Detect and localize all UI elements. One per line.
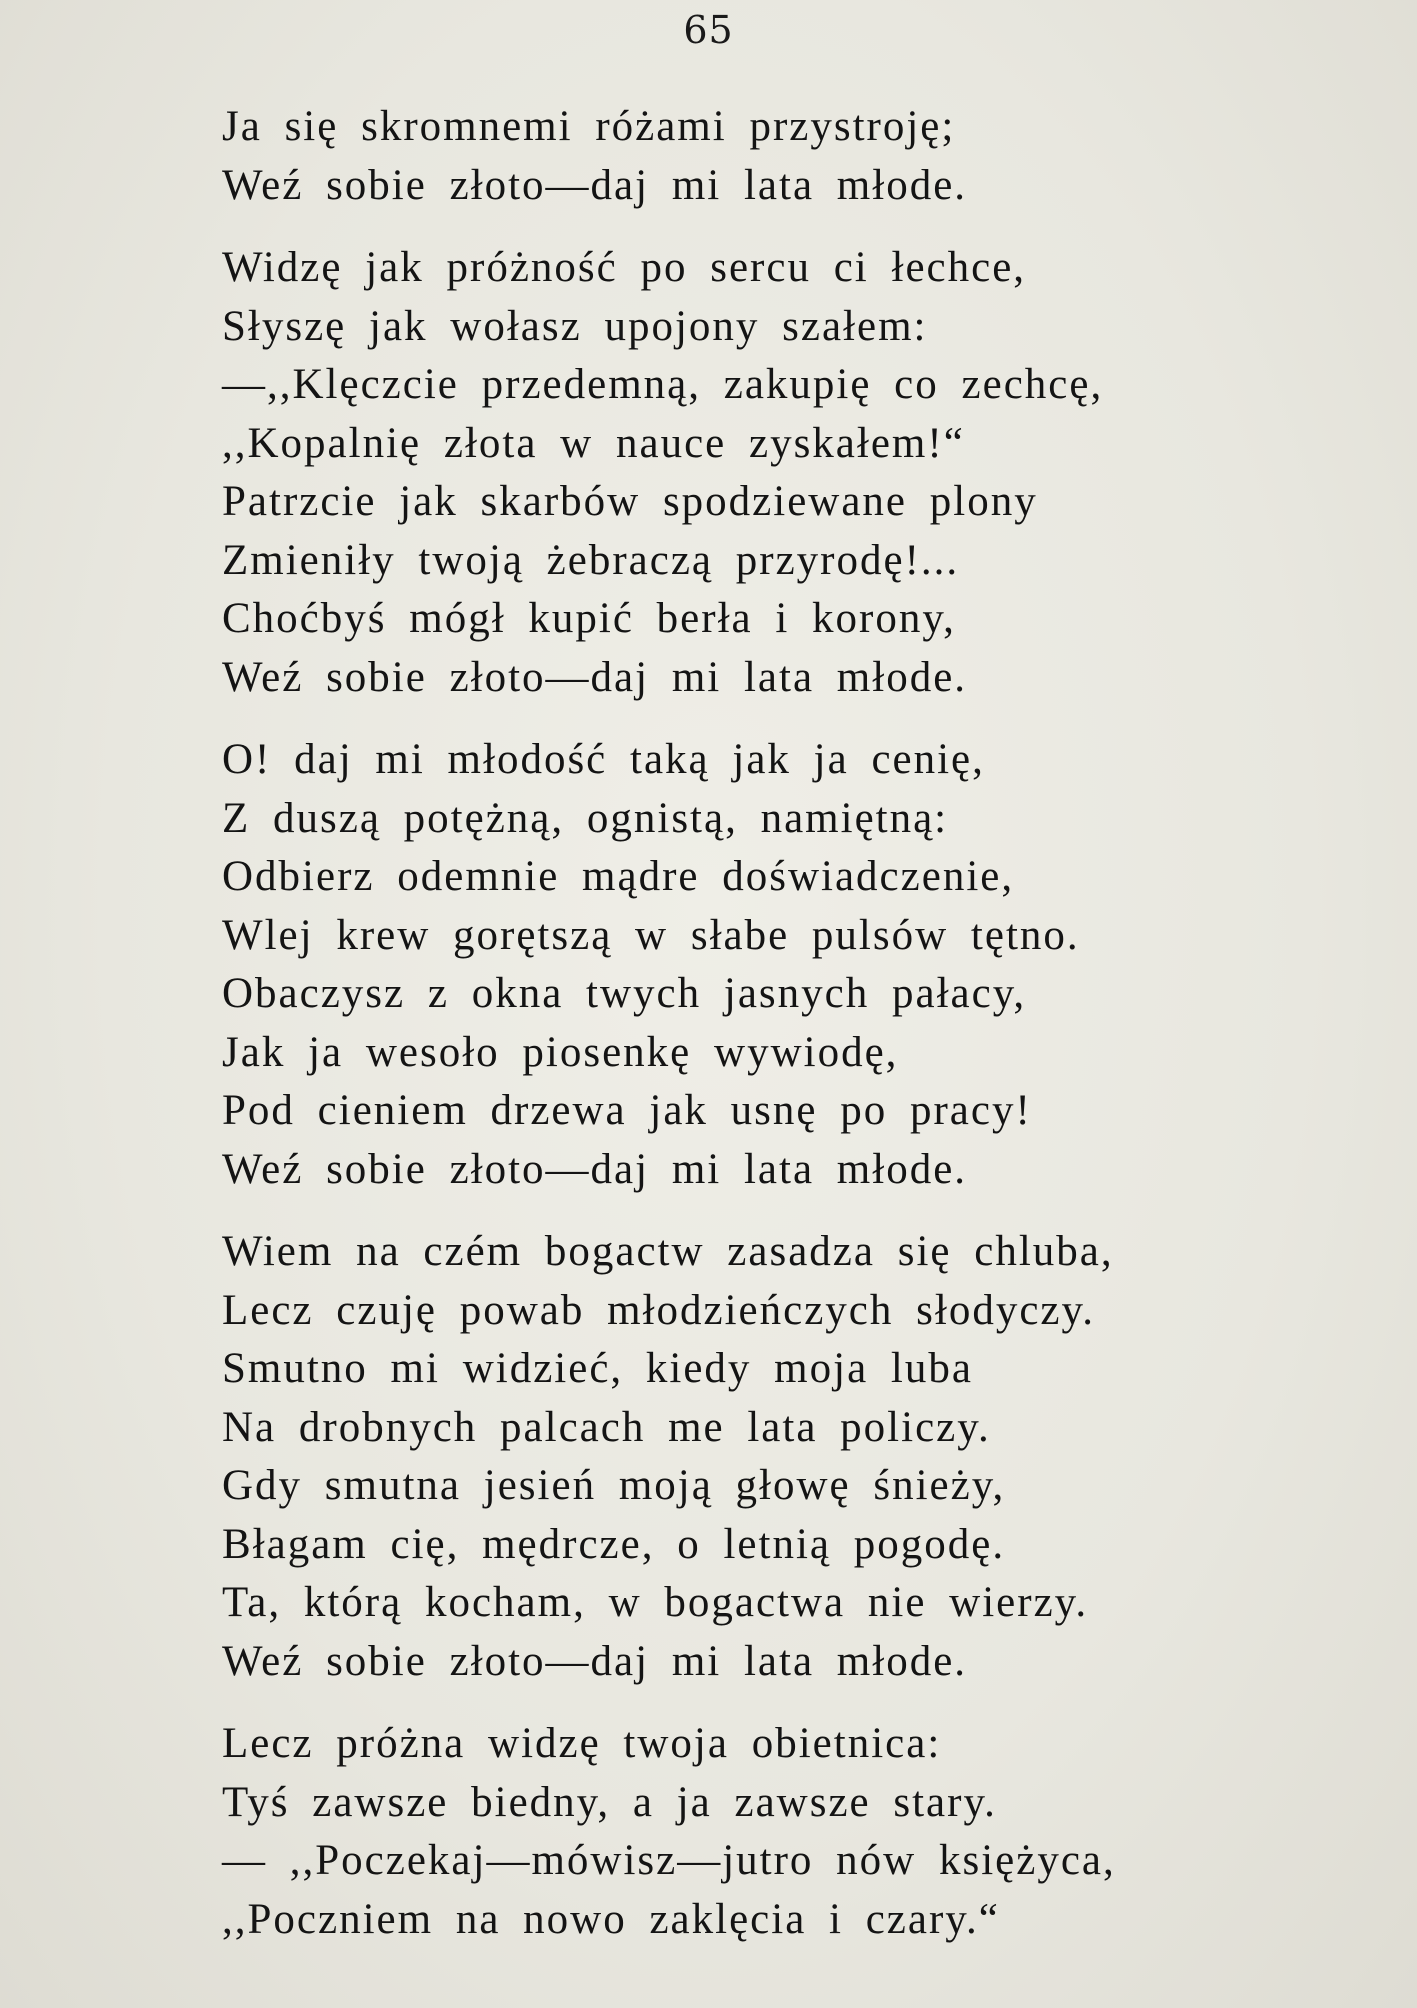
poem-line: Jak ja wesoło piosenkę wywiodę,: [222, 1028, 899, 1076]
poem-line: Ja się skromnemi różami przystroję;: [222, 103, 956, 150]
poem-line: Weź sobie złoto—daj mi lata młode.: [222, 653, 968, 701]
stanza: [222, 1223, 1342, 1691]
poem-line: Obaczysz z okna twych jasnych pałacy,: [222, 970, 1027, 1017]
stanza: [222, 1715, 1342, 1949]
poem-line: Weź sobie złoto—daj mi lata młode.: [222, 1145, 968, 1193]
poem-line: Gdy smutna jesień moją głowę śnieży,: [222, 1462, 1006, 1509]
poem-line: Wiem na czém bogactw zasadza się chluba,: [222, 1228, 1114, 1275]
poem-line: O! daj mi młodość taką jak ja cenię,: [222, 736, 985, 783]
poem-line: Lecz czuję powab młodzieńczych słodyczy.: [222, 1286, 1095, 1334]
poem-line: Ta, którą kocham, w bogactwa nie wierzy.: [222, 1579, 1089, 1626]
poem-line: Wlej krew gorętszą w słabe pulsów tętno.: [222, 911, 1080, 959]
poem-line: Smutno mi widzieć, kiedy moja luba: [222, 1345, 973, 1392]
stanza: [222, 731, 1342, 1199]
poem-line: Lecz próżna widzę twoja obietnica:: [222, 1720, 942, 1767]
poem-line: Odbierz odemnie mądre doświadczenie,: [222, 853, 1015, 900]
poem-line: ,,Poczniem na nowo zaklęcia i czary.“: [222, 1895, 1000, 1943]
poem-line: Tyś zawsze biedny, a ja zawsze stary.: [222, 1778, 997, 1826]
poem-line: Weź sobie złoto—daj mi lata młode.: [222, 1637, 968, 1685]
poem-line: — ,,Poczekaj—mówisz—jutro nów księżyca,: [222, 1837, 1116, 1884]
stanza: [222, 239, 1342, 707]
poem-line: ,,Kopalnię złota w nauce zyskałem!“: [222, 419, 965, 467]
poem-body: [222, 98, 1342, 1973]
poem-line: Patrzcie jak skarbów spodziewane plony: [222, 478, 1038, 525]
poem-line: Zmieniły twoją żebraczą przyrodę!...: [222, 536, 960, 584]
poem-line: Choćbyś mógł kupić berła i korony,: [222, 595, 956, 642]
poem-line: Weź sobie złoto—daj mi lata młode.: [222, 161, 968, 209]
stanza: [222, 98, 1342, 215]
poem-line: Błagam cię, mędrcze, o letnią pogodę.: [222, 1520, 1006, 1568]
poem-line: Widzę jak próżność po sercu ci łechce,: [222, 244, 1027, 291]
poem-line: Słyszę jak wołasz upojony szałem:: [222, 302, 928, 350]
poem-line: Pod cieniem drzewa jak usnę po pracy!: [222, 1087, 1032, 1134]
poem-line: Na drobnych palcach me lata policzy.: [222, 1403, 991, 1451]
poem-line: Z duszą potężną, ognistą, namiętną:: [222, 794, 949, 842]
poem-line: —,,Klęczcie przedemną, zakupię co zechcę,: [222, 361, 1104, 408]
page-number: 65: [683, 8, 734, 52]
